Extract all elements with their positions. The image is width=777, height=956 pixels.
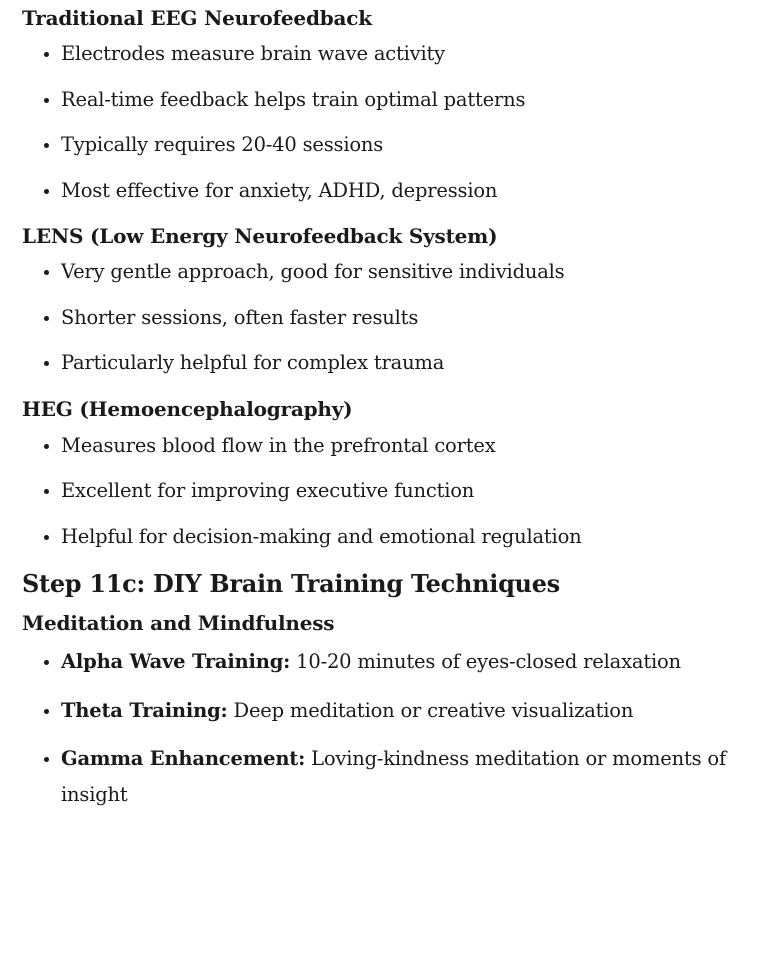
list-item bbox=[22, 652, 777, 672]
term-description: Loving-kindness meditation or moments of insight bbox=[61, 747, 726, 806]
list-item: Real-time feedback helps train optimal patterns bbox=[22, 90, 777, 110]
heg-list bbox=[22, 433, 777, 548]
step-title: Step 11c: DIY Brain Training Techniques bbox=[22, 569, 560, 598]
list-item: Very gentle approach, good for sensitive individuals bbox=[22, 262, 777, 282]
meditation-list bbox=[22, 652, 777, 813]
list-item: Most effective for anxiety, ADHD, depression bbox=[22, 181, 777, 201]
list-item: Typically requires 20-40 sessions bbox=[22, 135, 777, 155]
list-item: Measures blood flow in the prefrontal cortex bbox=[22, 436, 777, 456]
list-item: Shorter sessions, often faster results bbox=[22, 308, 777, 328]
section-title-lens: LENS (Low Energy Neurofeedback System) bbox=[22, 224, 498, 248]
section-title-heg: HEG (Hemoencephalography) bbox=[22, 396, 353, 421]
term-label: Alpha Wave Training: bbox=[61, 650, 291, 673]
traditional-eeg-list bbox=[22, 44, 777, 200]
list-item bbox=[22, 741, 761, 813]
section-title-meditation: Meditation and Mindfulness bbox=[22, 611, 335, 635]
list-item: Helpful for decision-making and emotional regulation bbox=[22, 527, 777, 547]
term-description: Deep meditation or creative visualization bbox=[227, 698, 634, 722]
term-label: Gamma Enhancement: bbox=[61, 747, 306, 770]
section-title-traditional-eeg: Traditional EEG Neurofeedback bbox=[22, 6, 372, 30]
term-label: Theta Training: bbox=[61, 698, 228, 722]
document-page bbox=[0, 8, 777, 956]
list-item: Electrodes measure brain wave activity bbox=[22, 44, 777, 64]
term-description: 10-20 minutes of eyes-closed relaxation bbox=[290, 650, 681, 673]
list-item bbox=[22, 698, 777, 722]
lens-list bbox=[22, 262, 777, 373]
list-item: Excellent for improving executive function bbox=[22, 481, 777, 501]
list-item: Particularly helpful for complex trauma bbox=[22, 353, 777, 373]
